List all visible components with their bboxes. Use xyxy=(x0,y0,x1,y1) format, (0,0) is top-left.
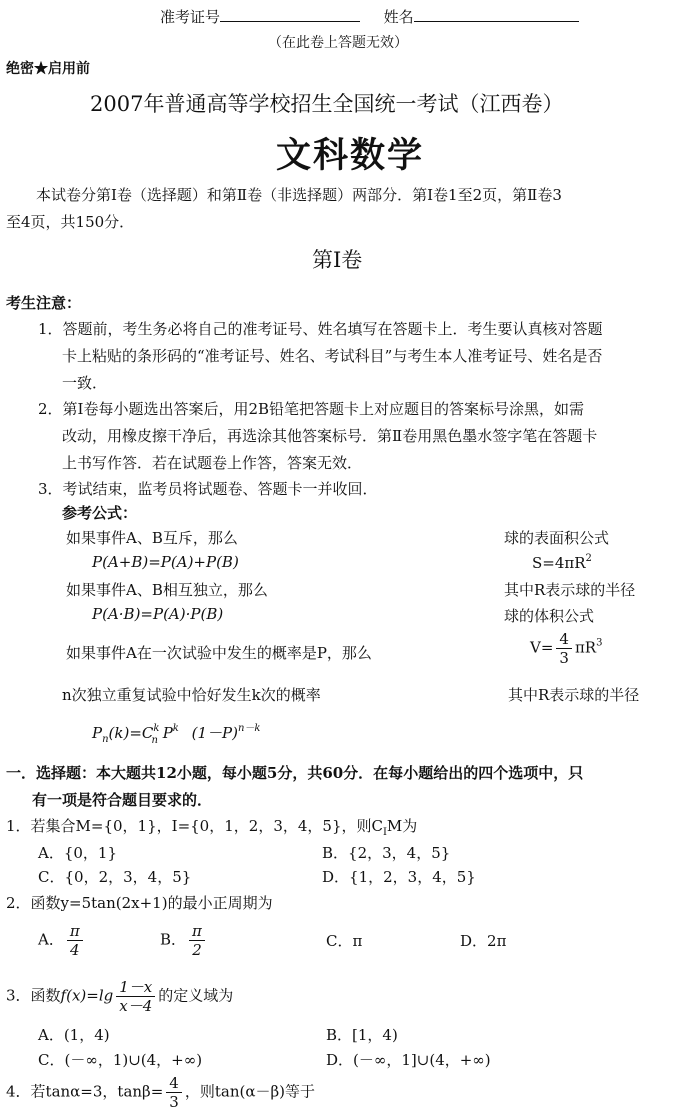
note-2-line-3: 上书写作答．若在试题卷上作答，答案无效． xyxy=(62,454,363,472)
admission-number-blank xyxy=(220,7,360,22)
n-trials-text: n次独立重复试验中恰好发生k次的概率 xyxy=(62,686,321,704)
independent-text: 如果事件A、B相互独立，那么 xyxy=(66,581,268,599)
no-answer-notice: （在此卷上答题无效） xyxy=(268,35,408,51)
q3-option-a: A．(1，4) xyxy=(38,1026,110,1044)
sphere-area-label: 球的表面积公式 xyxy=(504,529,610,547)
radius-note-2: 其中R表示球的半径 xyxy=(508,686,640,704)
section1-heading-line-2: 有一项是符合题目要求的． xyxy=(32,791,213,809)
secret-label: 绝密★启用前 xyxy=(6,61,90,77)
q1-option-a: A．{0，1} xyxy=(38,844,118,862)
mutually-exclusive-text: 如果事件A、B互斥，那么 xyxy=(66,529,238,547)
q2-option-a: A． $\frac{\pi}{4}$ xyxy=(38,922,86,959)
q4-stem: 4．若tanα=3，tanβ= $\frac{4}{3}$ ，则tan(α－β)等于 xyxy=(6,1074,315,1111)
q3-stem: 3．函数f(x)=lg $\frac{1-x}{x-4}$ 的定义域为 xyxy=(6,978,234,1015)
q2-option-b: B． $\frac{\pi}{2}$ xyxy=(160,922,208,959)
sphere-area-formula: $S=4\pi R^2$ xyxy=(532,553,592,572)
sphere-volume-formula: V= $\frac{4}{3}$ $\pi R^3$ xyxy=(530,630,603,667)
note-3-line-1: 3．考试结束，监考员将试题卷、答题卡一并收回． xyxy=(38,480,378,498)
admission-label: 准考证号 xyxy=(160,8,221,26)
sum-formula: P(A+B)=P(A)+P(B) xyxy=(92,553,239,571)
q1-option-b: B．{2，3，4，5} xyxy=(322,844,451,862)
product-formula: P(A·B)=P(A)·P(B) xyxy=(92,605,224,623)
note-2-line-2: 改动，用橡皮擦干净后，再选涂其他答案标号．第Ⅱ卷用黑色墨水签字笔在答题卡 xyxy=(62,427,598,445)
q1-option-c: C．{0，2，3，4，5} xyxy=(38,868,192,886)
intro-line-1: 本试卷分第Ⅰ卷（选择题）和第Ⅱ卷（非选择题）两部分．第Ⅰ卷1至2页，第Ⅱ卷3 xyxy=(36,186,562,204)
formulas-heading: 参考公式： xyxy=(62,504,138,522)
note-2-line-1: 2．第Ⅰ卷每小题选出答案后，用2B铅笔把答题卡上对应题目的答案标号涂黑，如需 xyxy=(38,400,585,418)
q2-stem: 2．函数y=5tan(2x+1)的最小正周期为 xyxy=(6,894,273,912)
subject-title: 文科数学 xyxy=(276,135,425,176)
exam-title: 2007年普通高等学校招生全国统一考试（江西卷） xyxy=(90,92,564,116)
q3-option-b: B．[1，4) xyxy=(326,1026,398,1044)
name-blank xyxy=(414,7,579,22)
q3-option-d: D．(－∞，1]∪(4，+∞) xyxy=(326,1051,491,1069)
note-1-line-2: 卡上粘贴的条形码的“准考证号、姓名、考试科目”与考生本人准考证号、姓名是否 xyxy=(62,347,603,365)
q1-stem: 1．若集合M={0，1}，I={0，1，2，3，4，5}，则$C_IM$为 xyxy=(6,817,418,838)
q1-option-d: D．{1，2，3，4，5} xyxy=(322,868,476,886)
q2-option-c: C．π xyxy=(326,932,363,950)
radius-note-1: 其中R表示球的半径 xyxy=(504,581,636,599)
binomial-formula: $P_n(k)=C^k_n$ $P^k$ $(1-P)^{n-k}$ xyxy=(92,723,261,746)
note-1-line-1: 1．答题前，考生务必将自己的准考证号、姓名填写在答题卡上．考生要认真核对答题 xyxy=(38,320,603,338)
intro-line-2: 至4页，共150分． xyxy=(6,213,135,231)
note-1-line-3: 一致． xyxy=(62,374,108,392)
part-title: 第Ⅰ卷 xyxy=(312,248,363,272)
section1-heading-line-1: 一．选择题：本大题共12小题，每小题5分，共60分．在每小题给出的四个选项中，只 xyxy=(6,764,584,782)
prob-p-text: 如果事件A在一次试验中发生的概率是P，那么 xyxy=(66,644,372,662)
name-label: 姓名 xyxy=(383,8,414,26)
q2-option-d: D．2π xyxy=(460,932,507,950)
sphere-volume-label: 球的体积公式 xyxy=(504,607,595,625)
admission-number-row xyxy=(160,6,579,27)
q3-option-c: C．(－∞，1)∪(4，+∞) xyxy=(38,1051,203,1069)
notes-heading: 考生注意： xyxy=(6,294,82,312)
